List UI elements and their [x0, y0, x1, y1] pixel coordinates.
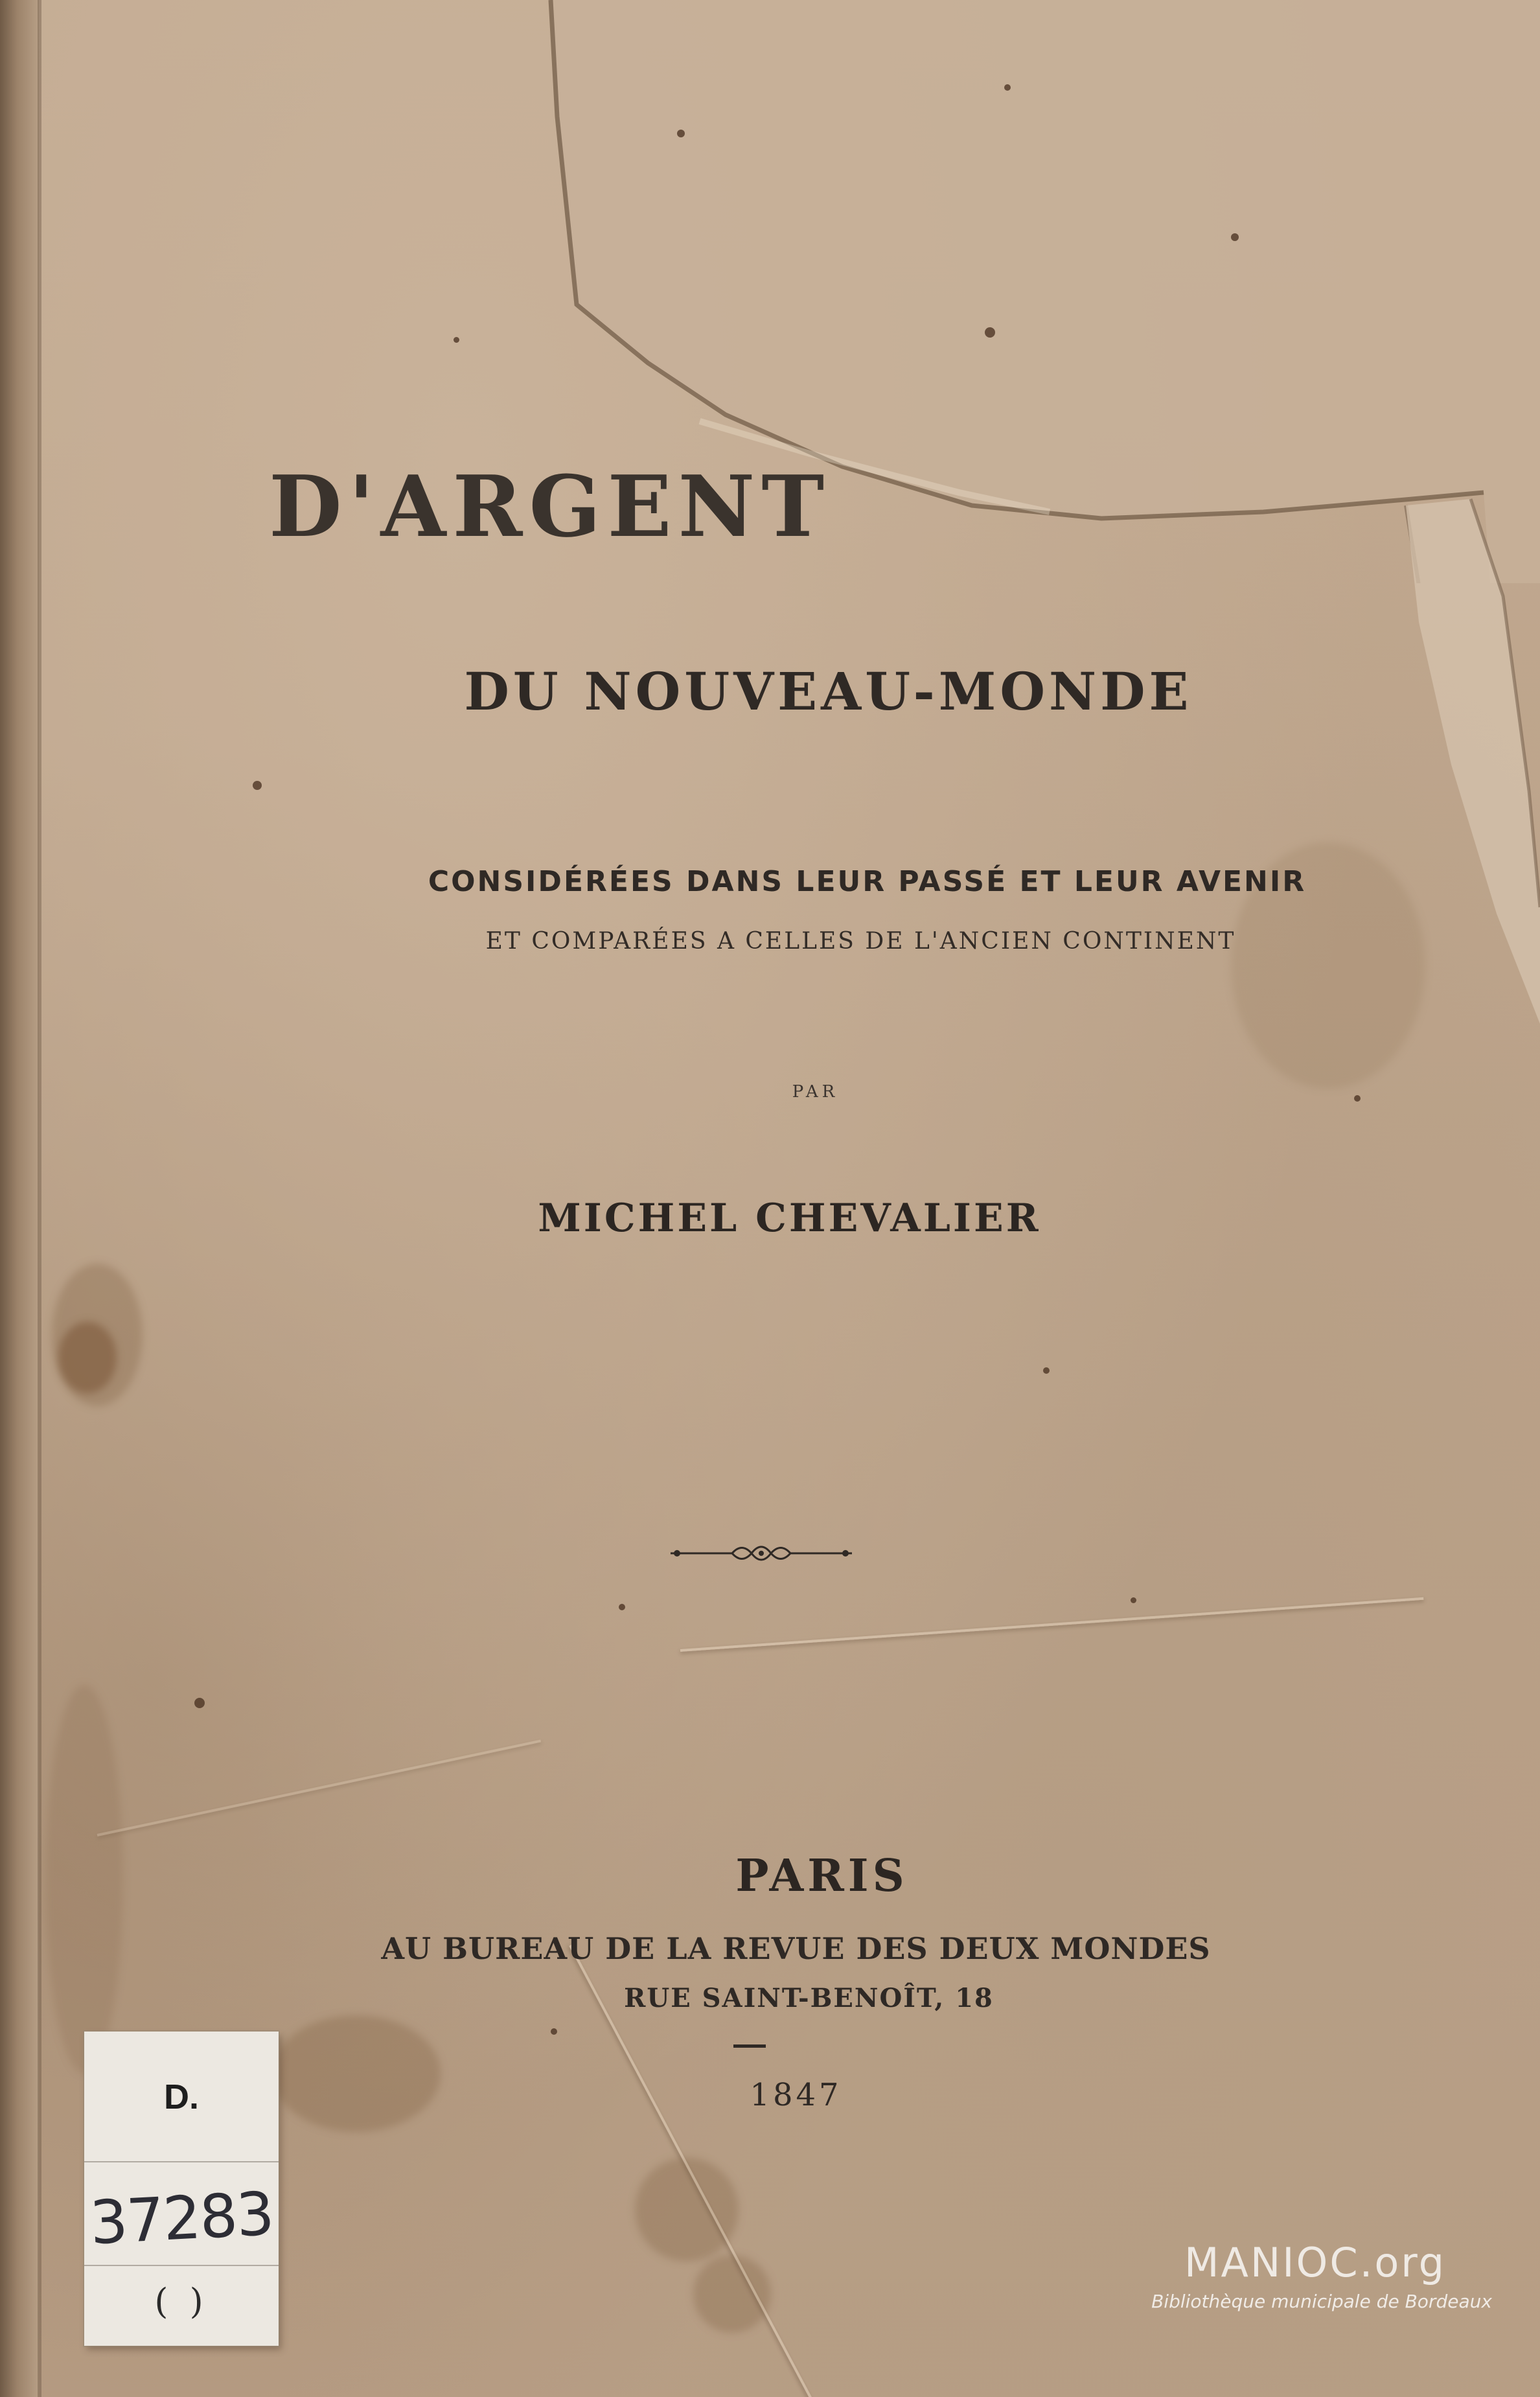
label-shelf-letter: D.: [164, 2078, 199, 2116]
imprint-city: PARIS: [735, 1850, 908, 1902]
imprint-year: 1847: [750, 2077, 842, 2113]
speck: [1043, 1367, 1050, 1374]
paper-crease: [680, 1597, 1423, 1652]
speck: [551, 2028, 557, 2035]
author-name: MICHEL CHEVALIER: [538, 1196, 1041, 1241]
label-rule: [84, 2161, 279, 2162]
title-line-1: D'ARGENT: [269, 457, 831, 556]
speck: [1004, 84, 1011, 91]
imprint-dash: [733, 2044, 766, 2048]
fleuron-ornament-icon: [671, 1537, 852, 1569]
speck: [985, 327, 995, 338]
library-call-number-label: [84, 2032, 279, 2346]
institution-credit: Bibliothèque municipale de Bordeaux: [1151, 2291, 1492, 2312]
speck: [454, 337, 459, 343]
speck: [677, 130, 685, 137]
stain: [58, 1322, 117, 1393]
title-line-2: DU NOUVEAU-MONDE: [464, 661, 1193, 722]
speck: [1231, 233, 1239, 241]
label-rule: [84, 2265, 279, 2266]
imprint-address: RUE SAINT-BENOÎT, 18: [624, 1983, 994, 2013]
subtitle-line-2: ET COMPARÉES A CELLES DE L'ANCIEN CONTINENT: [485, 928, 1236, 955]
speck: [253, 781, 262, 790]
by-label: PAR: [792, 1082, 839, 1102]
imprint-publisher: AU BUREAU DE LA REVUE DES DEUX MONDES: [381, 1931, 1211, 1966]
manioc-logo: MANIOC.org: [1184, 2239, 1447, 2286]
label-call-number: 37283: [88, 2179, 275, 2258]
speck: [194, 1698, 205, 1708]
stain: [272, 2015, 441, 2132]
stain: [635, 2158, 739, 2262]
speck: [1131, 1597, 1136, 1603]
speck: [619, 1604, 625, 1610]
paper-crease: [97, 1740, 542, 1836]
stain: [693, 2255, 771, 2333]
subtitle-line-1: CONSIDÉRÉES DANS LEUR PASSÉ ET LEUR AVENIR: [428, 865, 1307, 898]
label-parentheses: ( ): [154, 2281, 209, 2322]
